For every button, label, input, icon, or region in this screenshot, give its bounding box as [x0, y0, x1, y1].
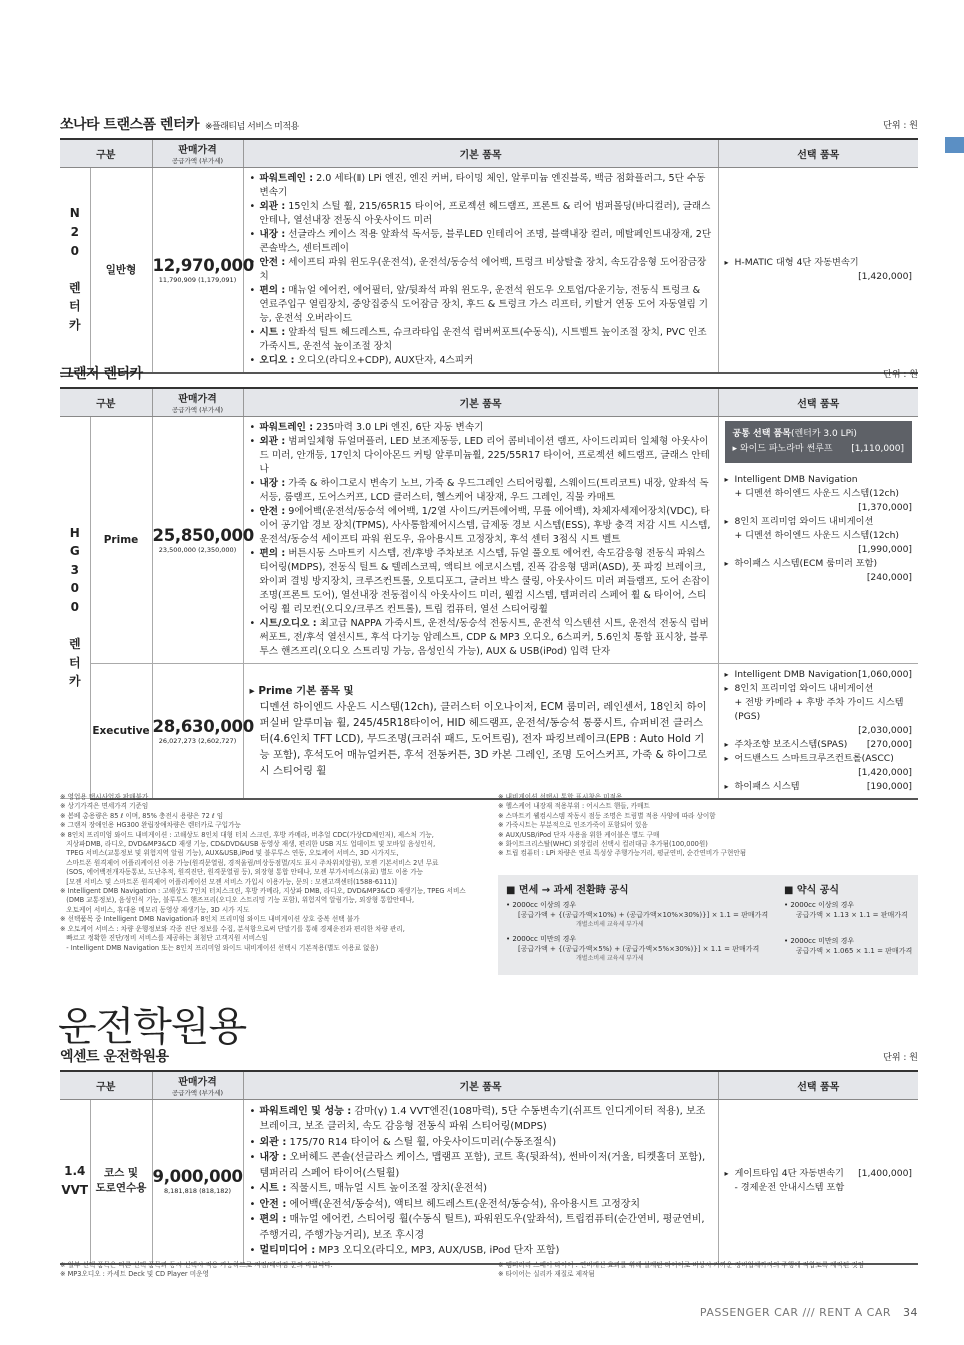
basic-item: • 외관 : 범퍼일체형 듀얼머플러, LED 보조제동등, LED 리어 콤비네이션 램프, 사이드리피터 일체형 아웃사이드 미러, 안개등, 17인치 다이아몬드 커팅 알루미늄휠, 225/55R17 타이어, 프로젝션 헤드램프, 글래스 안테나 [250, 435, 712, 477]
sonata-section [60, 114, 918, 374]
common-option-box: 공통 선택 품목(렌터카 3.0 LPi) ▸ 와이드 파노라마 썬루프 [1,110,000] [725, 421, 913, 463]
option-item: - 경제운전 안내시스템 포함 [734, 1182, 845, 1193]
basic-items [243, 1099, 718, 1264]
option-item: ▸ 주차조향 보조시스템(SPAS) [270,000] [725, 738, 913, 752]
basic-item: • 외관 : 175/70 R14 타이어 & 스틸 휠, 아웃사이드미러(수동조절식) [250, 1135, 712, 1151]
footnotes-bottom-left [60, 1261, 490, 1280]
option-items [718, 167, 918, 373]
price-cell: 28,630,000 26,027,273 (2,602,727) [152, 663, 243, 799]
accent-spec-table [60, 1070, 918, 1265]
option-item: ▸ H-MATIC 대형 4단 자동변속기 [1,420,000] [725, 256, 913, 284]
footnote: ※ 일부 선택 품목은 다른 선택 품목과 동시 선택시 적용 가능하므로 지점/대리점 문의 바랍니다. [60, 1261, 333, 1269]
footnote: ※ 8인치 프리미엄 와이드 내비게이션 : 고해상도 8인치 대형 터치 스크린, 후방 카메라, 버추얼 CDC(가상CD체인저), 제스처 기능, [60, 830, 434, 839]
basic-item: • 시트/오디오 : 최고급 NAPPA 가죽시트, 운전석/동승석 전동시트, 운전석 익스텐션 시트, 운전석 전동식 럼버써포트, 전/후석 열선시트, 후석 다기능 암레스트, CDP & MP3 오디오, 6스피커, 5.6인치 통합 표시창, 블루투스 핸즈프리(오디오 스트리밍 가능, 음성인식 가능), AUX & USB(iPod) 입력 단자 [250, 617, 712, 659]
sonata-title: 쏘나타 트랜스폼 렌터카 ※플래티넘 서비스 미적용 [60, 117, 299, 133]
footnote: ※ Intelligent DMB Navigation : 고해상도 7인치 터치스크린, 후방 카메라, 지상파 DMB, 라디오, DVD&MP3&CD 재생기능, TPEG 서비스 [60, 887, 466, 896]
option-items [718, 663, 918, 799]
header-basic: 기본 품목 [243, 388, 718, 416]
footnote: TPEG 서비스(교통정보 및 위험지역 알림 기능), AUX&USB,iPod 및 블루투스 연동, 오토케어 서비스, 3D 시가지도, [60, 849, 399, 858]
unit-label: 단위 : 원 [883, 370, 918, 380]
header-type: 구분 [60, 388, 152, 416]
option-item: + 디멘션 하이엔드 사운드 시스템(12ch) [734, 529, 900, 541]
footnote: ※ 화이트크리스탈(WHC) 외장컬러 선택시 컬러대금 추가됨(100,000원) [498, 840, 708, 849]
basic-item: • 외관 : 15인치 스틸 휠, 215/65R15 타이어, 프로젝션 헤드램프, 프론트 & 리어 범퍼몰딩(바디컬러), 글래스 안테나, 열선내장 전동식 아웃사이드 미러 [250, 200, 712, 228]
grandeur-title: 그랜저 렌터카 [60, 366, 143, 382]
sonata-spec-table [60, 138, 918, 374]
option-item: ▸ Intelligent DMB Navigation [1,060,000] [725, 668, 913, 682]
header-price: 판매가격 공급가액 (부가세) [152, 1071, 243, 1099]
footnote: ※ 타이어는 실리카 재질로 제작됨 [498, 1270, 595, 1279]
option-item: [2,030,000] [858, 724, 913, 736]
basic-item: • 안전 : 에어백(운전석/동승석), 액티브 헤드레스트(운전석/동승석), 유아용시트 고정장치 [250, 1197, 712, 1213]
footnote: - Intelligent DMB Navigation 또는 8인치 프리미엄 와이드 내비게이션 선택시 기본적용(별도 이용료 없음) [60, 943, 379, 952]
basic-item: • 오디오 : 오디오(라디오+CDP), AUX단자, 4스피커 [250, 354, 712, 368]
footnote: ※ 영업용 택시사업자 판매불가 [60, 793, 149, 801]
basic-item: • 편의 : 버튼시동 스마트키 시스템, 전/후방 주차보조 시스템, 듀얼 풀오토 에어컨, 속도감응형 전동식 파워스티어링(MDPS), 전동식 틸트 & 텔레스코픽, 액티브 에코시스템, 진폭 감응형 댐퍼(ASD), 풋 파킹 브레이크, 와이퍼 결빙 방지장치, 크루즈컨트롤, 오토디포그, 글러브 박스 쿨링, 아웃사이드 미러 퍼들램프, 도어 손잡이 조명(프론트 도어), 열선내장 전동접이식 아웃사이드 미러, 웰컴 시스템, 템퍼러리 스페어 휠 & 타이어, 스티어링 휠 리모컨(오디오/크루즈 컨트롤), 트립 컴퓨터, 열선 스티어링휠 [250, 547, 712, 617]
header-basic: 기본 품목 [243, 139, 718, 167]
footnote: 스마트폰 원격제어 어플리케이션 이용 가능(원격문열림, 경적울림/비상등점멸/지도 표시 주차위치알림), 모젠 기본서비스 2년 무료 [60, 858, 439, 867]
model-name: H G 3 0 0 렌 터 카 [60, 416, 90, 799]
option-item: [1,420,000] [858, 766, 913, 778]
option-item: ▸ 하이패스 시스템 [190,000] [725, 780, 913, 794]
footnote: ※ AUX/USB/iPod 단자 사용을 위한 케이블은 별도 구매 [498, 830, 660, 839]
basic-items: ▸ Prime 기본 품목 및 디멘션 하이엔드 사운드 시스템(12ch), 클러스터 이오나이저, ECM 룸미러, 레인센서, 18인치 하이퍼실버 알루미늄 휠, 245/45R18타이어, HID 헤드램프, 운전석/동승석 통풍시트, 슈퍼비전 클러스터(4.6인치 TFT LCD), 무드조명(크러쉬 패드, 도어트림), 전자 파킹브레이크(EPB : Auto Hold 기능 포함), 후석도어 매뉴얼커튼, 후석 전동커튼, 3D 카본 그레인, 조명 도어스커프, 가죽 & 하이그로시 스티어링 휠 [243, 663, 718, 799]
basic-item: • 파워트레인 : 235마력 3.0 LPi 엔진, 6단 자동 변속기 [250, 421, 712, 435]
trim-name: 코스 및 도로연수용 [90, 1099, 152, 1264]
header-type: 구분 [60, 139, 152, 167]
footnote: ※ 트립 컴퓨터 : LPi 차량은 연료 특성상 주행가능거리, 평균연비, 순간연비가 구현안됨 [498, 849, 747, 858]
price-cell: 25,850,000 23,500,000 (2,350,000) [152, 416, 243, 663]
basic-item: • 파워트레인 및 성능 : 감마(γ) 1.4 VVT엔진(108마력), 5단 수동변속기(쉬프트 인디게이터 적용), 보조 브레이크, 보조 클러치, 속도 감응형 전동식 파워 스티어링(MDPS) [250, 1104, 712, 1135]
footnote: ※ 내비게이션 선택시 통합 표시창은 미적용 [498, 793, 623, 801]
option-item: [1,990,000] [858, 543, 913, 555]
basic-item: • 안전 : 세이프티 파워 윈도우(운전석), 운전석/동승석 에어백, 트렁크 비상탈출 장치, 속도감응형 도어잠금장치 [250, 256, 712, 284]
option-item: ▸ 어드밴스드 스마트크루즈컨트롤(ASCC) [725, 752, 913, 766]
footnote: ※ MP3오디오 : 카세트 Deck 및 CD Player 미운영 [60, 1270, 209, 1279]
basic-item: • 내장 : 오버헤드 콘솔(선글라스 케이스, 맵램프 포함), 코트 훅(뒷좌석), 썬바이저(거울, 티켓홀더 포함), 템퍼러리 스페어 타이어(스틸휠) [250, 1150, 712, 1181]
model-name: N 2 0 렌 터 카 [60, 167, 90, 373]
footnote: (SOS, 에어백전개자동통보, 도난추적, 원격진단, 원격문열림 등), 외장형 통합 안테나, 모젠 부가서비스(유료) 별도 이용 가능 [60, 868, 423, 877]
tax-formula-box: ■ 면세 → 과세 전환時 공식 • 2000cc 이상의 경우 [공급가액 + {(공급가액×10%) + (공급가액×10%×30%)}] × 1.1 = 판매가격 개별소비세 교육세 부가세 • 2000cc 미만의 경우 [공급가액 + {(공급가액×5%) + (공급가액×5%×30%)}] × 1.1 = 판매가격 개별소비세 교육세 부가세 ■ 약식 공식 • 2000cc 이상의 경우 공급가액 × 1.13 × 1.1 = 판매가격 • 2000cc 미만의 경우 공급가액 × 1.065 × 1.1 = 판매가격 [498, 875, 918, 975]
basic-item: • 파워트레인 : 2.0 세타(Ⅱ) LPi 엔진, 엔진 커버, 타이밍 체인, 알루미늄 엔진블록, 백금 점화플러그, 5단 수동변속기 [250, 172, 712, 200]
footnote: ※ 그랜저 장애인용 HG300 완립장애차량은 렌터카로 구입가능 [60, 821, 241, 830]
model-name: 1.4 VVT [60, 1099, 90, 1264]
section-tab-marker [945, 137, 964, 153]
trim-name: Prime [90, 416, 152, 663]
header-price: 판매가격 공급가액 (부가세) [152, 139, 243, 167]
basic-item: • 내장 : 선글라스 케이스 적용 앞좌석 독서등, 블루LED 인테리어 조명, 블랙내장 컬러, 메탈페인트내장재, 2단 콘솔박스, 센터트레이 [250, 228, 712, 256]
footnote: 오토케어 서비스, 휴대용 메모리 동영상 재생기능, 3D 시가 지도 [60, 905, 250, 914]
header-type: 구분 [60, 1071, 152, 1099]
option-item: + 전방 카메라 + 후방 주차 가이드 시스템(PGS) [734, 696, 904, 722]
grandeur-section [60, 363, 918, 800]
unit-label: 단위 : 원 [883, 121, 918, 131]
footnote: ※ 선택품목 중 Intelligent DMB Navigation과 8인치 프리미엄 와이드 내비게이션 상호 중복 선택 불가 [60, 915, 360, 924]
unit-label: 단위 : 원 [883, 1053, 918, 1063]
option-items [718, 416, 918, 663]
basic-items [243, 167, 718, 373]
option-item: ▸ Intelligent DMB Navigation [725, 473, 913, 487]
footnote: ※ 헬스케어 내장재 적용부위 : 어시스트 핸들, 카매트 [498, 802, 650, 811]
basic-item: • 편의 : 매뉴얼 에어컨, 에어필터, 앞/뒷좌석 파워 윈도우, 운전석 윈도우 오토업/다운기능, 전동식 트렁크 & 연료주입구 열림장치, 중앙집중식 도어잠금 장치, 후드 & 트렁크 가스 리프터, 키탈거 연동 도어 자동열림 기능, 운전석 오버라이드 [250, 284, 712, 326]
accent-title: 엑센트 운전학원용 [60, 1049, 169, 1065]
footnotes-left [60, 793, 490, 953]
grandeur-spec-table [60, 387, 918, 800]
footnote: ※ 스마트키 웰컴시스템 작동시 점등 조명은 트림별 적용 사양에 따라 상이함 [498, 811, 716, 820]
header-price: 판매가격 공급가액 (부가세) [152, 388, 243, 416]
header-option: 선택 품목 [718, 1071, 918, 1099]
trim-name: 일반형 [90, 167, 152, 373]
basic-item: • 편의 : 매뉴얼 에어컨, 스티어링 휠(수동식 틸트), 파워윈도우(앞좌석), 트립컴퓨터(순간연비, 평균연비, 주행거리, 주행가능거리), 보조 후시경 [250, 1212, 712, 1243]
option-item: ▸ 8인치 프리미엄 와이드 내비게이션 [725, 682, 913, 696]
header-option: 선택 품목 [718, 139, 918, 167]
basic-item: • 시트 : 앞좌석 틸트 헤드레스트, 슈크라타입 운전석 럼버써포트(수동식), 시트벨트 높이조절 장치, PVC 인조가죽시트, 운전석 높이조절 장치 [250, 326, 712, 354]
footnote: ※ 가죽시트는 부분적으로 인조가죽이 포함되어 있음 [498, 821, 648, 830]
option-item: [240,000] [866, 571, 913, 583]
footnote: 지상파DMB, 라디오, DVD&MP3&CD 재생 기능, CD&DVD&USB 동영상 재생, 편리한 USB 지도 업데이트 및 모바일 음성인식, [60, 840, 436, 849]
footnote: 빠르고 정확한 진단/정비 서비스를 제공하는 최첨단 고객지원 서비스임 [60, 934, 268, 943]
footnote: ※ 상기가격은 면세가격 기준임 [60, 802, 149, 811]
footnote: ※ 오토케어 서비스 : 차량 운행정보와 각종 진단 정보를 수집, 분석함으로써 단말기를 통해 경제운전과 편리한 차량 관리, [60, 924, 405, 933]
basic-item: • 멀티미디어 : MP3 오디오(라디오, MP3, AUX/USB, iPod 단자 포함) [250, 1243, 712, 1259]
basic-items [243, 416, 718, 663]
trim-name: Executive [90, 663, 152, 799]
price-cell: 9,000,000 8,181,818 (818,182) [152, 1099, 243, 1264]
accent-section [60, 1046, 918, 1265]
basic-item: • 안전 : 9에어백(운전석/동승석 에어백, 1/2열 사이드/커튼에어백, 무릎 에어백), 차체자세제어장치(VDC), 타이어 공기압 경보 장치(TPMS), 사사통합제어시스템, 급제동 경보 시스템(ESS), 후방 충격 저감 시트 시스템, 운전석/동승석 세이프티 파워 윈도우, 유아용시트 고정장치, 후석 센터 3점식 시트 벨트 [250, 505, 712, 547]
option-item: ▸ 8인치 프리미엄 와이드 내비게이션 [725, 515, 913, 529]
category-title: 운전학원용 [58, 1004, 247, 1050]
option-item: ▸ 게이트타입 4단 자동변속기 [1,400,000] [725, 1167, 913, 1181]
option-item: ▸ 하이패스 시스템(ECM 룸미러 포함) [725, 557, 913, 571]
footnote: (DMB 교통정보), 음성인식 기능, 블루투스 핸즈프리(오디오 스트리밍 기능 포함), 위험지역 알림기능, 외장형 통합안테나, [60, 896, 415, 905]
footnote: ※ 봄베 총용량은 85 ℓ 이며, 85% 충전시 용량은 72 ℓ 임 [60, 811, 224, 820]
footnotes-bottom-right [498, 1261, 918, 1280]
option-item: [1,370,000] [858, 501, 913, 513]
price-cell: 12,970,000 11,790,909 (1,179,091) [152, 167, 243, 373]
page-footer: PASSENGER CAR /// RENT A CAR 34 [699, 1306, 918, 1319]
basic-item: • 시트 : 직물시트, 매뉴얼 시트 높이조절 장치(운전석) [250, 1181, 712, 1197]
option-items [718, 1099, 918, 1264]
footnotes-right [498, 793, 918, 859]
header-basic: 기본 품목 [243, 1071, 718, 1099]
footnote: [모젠 서비스 및 스마트폰 원격제어 어플리케이션 모젠 서비스 가입시 이용가능, 문의 : 모젠고객센터(1588-6111)] [60, 877, 397, 886]
basic-item: • 내장 : 가죽 & 하이그로시 변속기 노브, 가죽 & 우드그레인 스티어링휠, 스웨이드(트리코트) 내장, 앞좌석 독서등, 룸램프, 도어스커프, LCD 클러스터, 헬스케어 내장재, 우드 그레인, 직물 카매트 [250, 477, 712, 505]
option-item: + 디멘션 하이엔드 사운드 시스템(12ch) [734, 487, 900, 499]
header-option: 선택 품목 [718, 388, 918, 416]
footnote: ※ 템퍼러리 스페어 타이어 : 연비개선 효과를 위해 설계된 타이어로 비상시 가까운 정비업체까지의 주행에 적합토록 제작된 것임 [498, 1261, 865, 1269]
